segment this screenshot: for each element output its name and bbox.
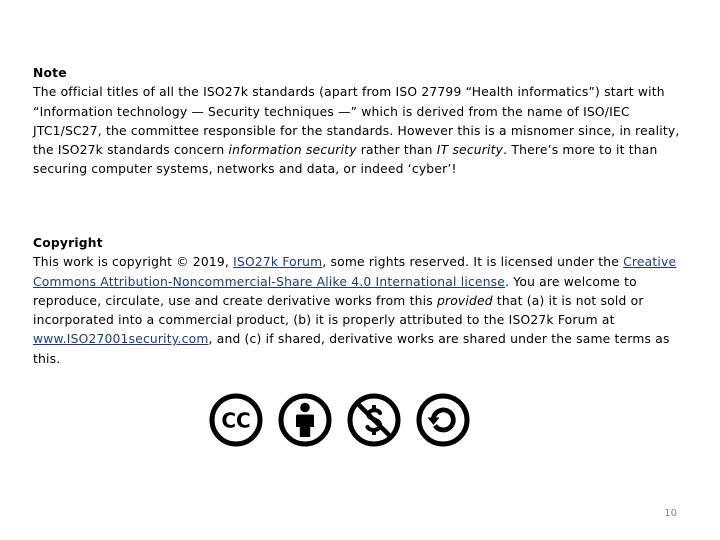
- note-text: The official titles of all the ISO27k standards (apart from ISO 27799 “Health informatics”) start with “Information technology — Security techniques —” which is derived from the name of ISO/IEC JTC1/SC27, the committee responsible for the standards. However this is a misnomer since, in reality, the ISO27k standards concern: [33, 85, 680, 158]
- cc-license-badges: [209, 393, 470, 447]
- copyright-text: , some rights reserved. It is licensed under the: [322, 255, 624, 270]
- note-section: [33, 64, 693, 180]
- iso27k-forum-link[interactable]: ISO27k Forum: [233, 255, 323, 270]
- share-alike-icon: [416, 393, 470, 447]
- note-emphasis-information-security: information security: [228, 143, 357, 158]
- note-emphasis-it-security: IT security: [436, 143, 504, 158]
- copyright-text: , and (c) if shared, derivative works are shared under the same terms as this.: [33, 332, 670, 366]
- cc-icon: [209, 393, 263, 447]
- page-number: 10: [664, 508, 677, 519]
- iso27001security-link[interactable]: www.ISO27001security.com: [33, 332, 209, 347]
- copyright-emphasis-provided: provided: [436, 293, 493, 308]
- copyright-text: that (a) it is not sold or incorporated into a commercial product, (b) it is properly attributed to the ISO27k Forum at: [33, 293, 644, 328]
- cc-icon-label: CC: [221, 408, 251, 433]
- copyright-paragraph: [33, 253, 693, 369]
- cc-license-link[interactable]: Creative Commons Attribution-Noncommercial-Share Alike 4.0 International license: [33, 255, 677, 289]
- copyright-heading: Copyright: [33, 236, 103, 250]
- non-commercial-icon: [347, 393, 401, 447]
- copyright-section: [33, 234, 693, 369]
- copyright-text: This work is copyright © 2019,: [33, 255, 234, 270]
- by-attribution-icon: [278, 393, 332, 447]
- note-text: . There’s more to it than securing computer systems, networks and data, or indeed ‘cyber’!: [33, 143, 658, 177]
- note-paragraph: [33, 83, 693, 179]
- note-heading: Note: [33, 66, 67, 80]
- copyright-text: . You are welcome to reproduce, circulate, use and create derivative works from this: [33, 274, 637, 308]
- note-text: rather than: [356, 143, 437, 158]
